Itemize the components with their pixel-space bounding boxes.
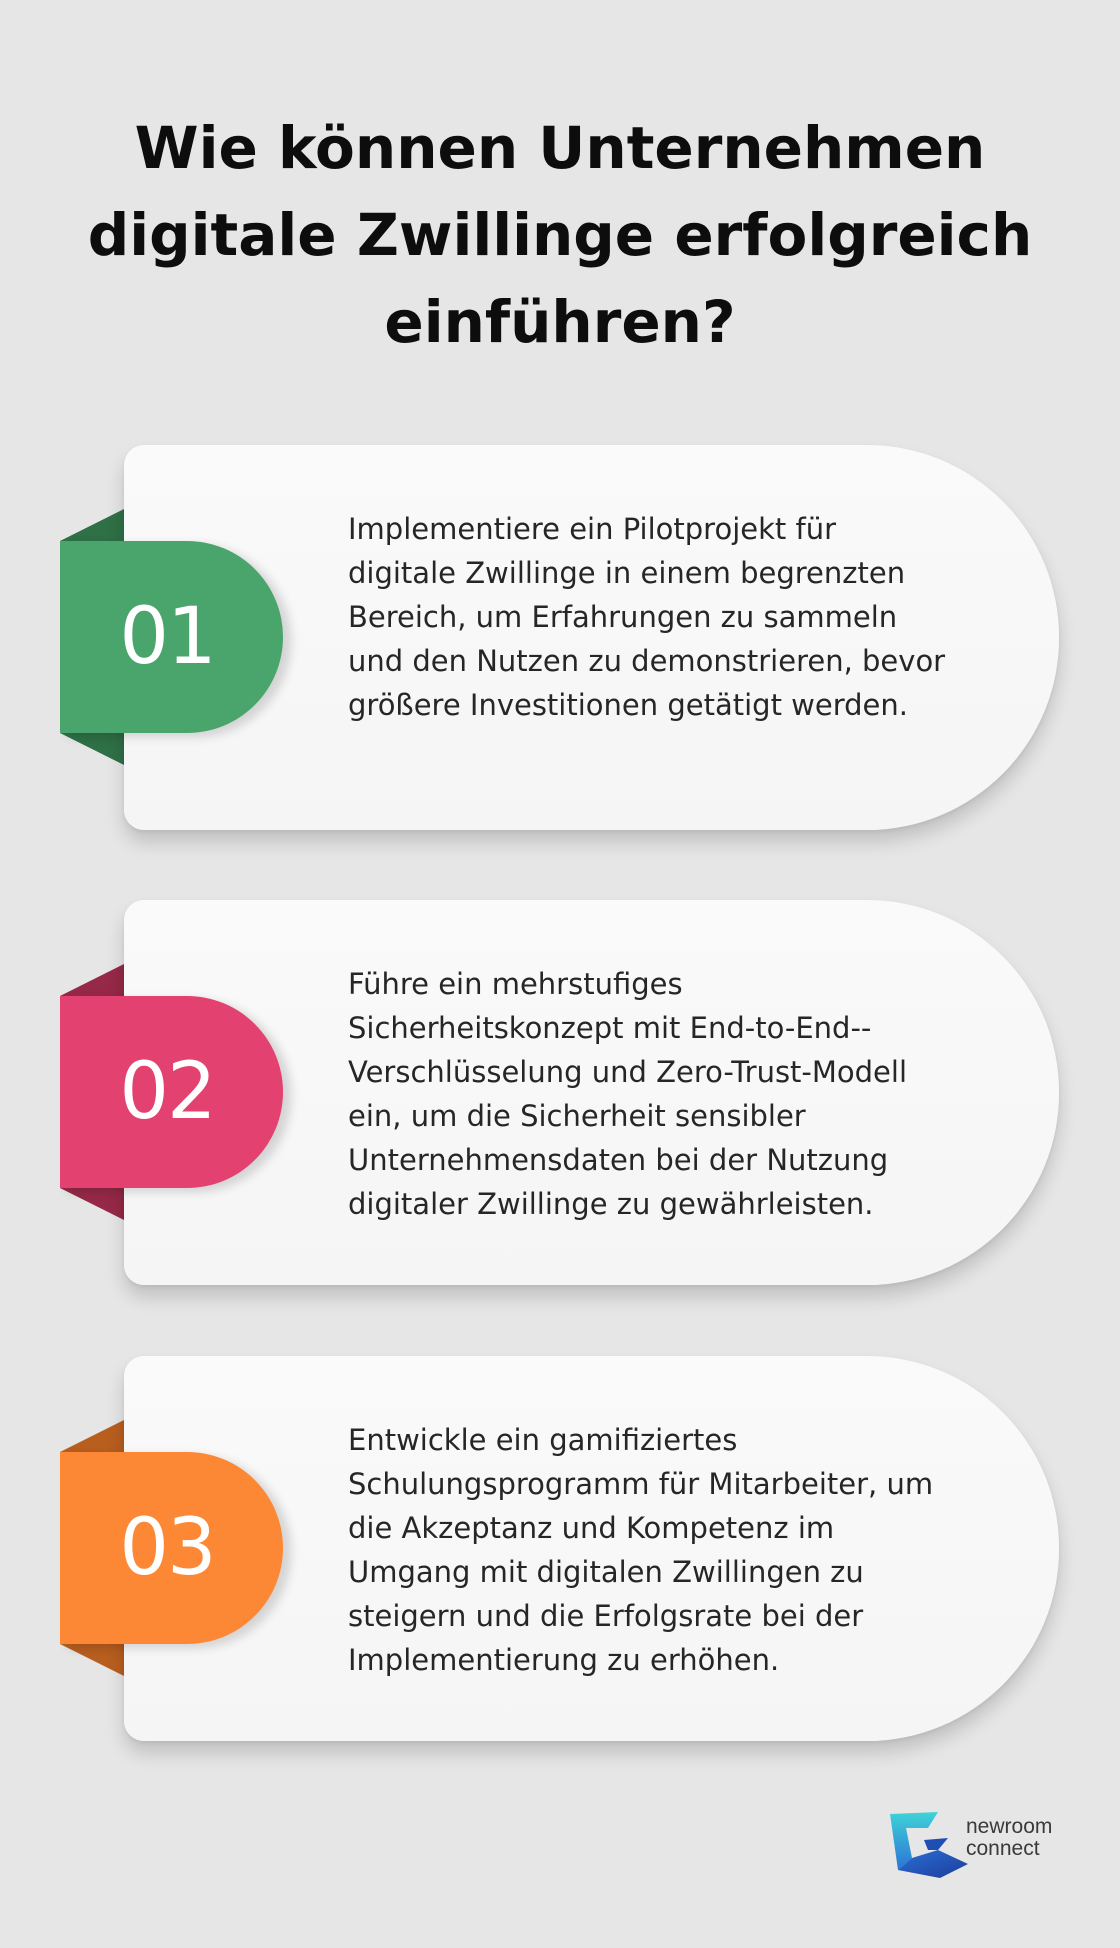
- newroom-connect-logo: [888, 1810, 1068, 1880]
- step-card-1: [0, 445, 1120, 845]
- step-number: 03: [119, 1503, 215, 1593]
- ribbon-fold-bottom: [60, 1644, 124, 1676]
- newroom-connect-logo-icon: [888, 1810, 968, 1880]
- fold-shape: [60, 1188, 124, 1220]
- page-title: Wie können Unternehmen digitale Zwillinge erfolgreich einführen?: [87, 114, 1033, 356]
- logo-line-1: newroom: [966, 1815, 1053, 1838]
- fold-shape: [60, 509, 124, 541]
- fold-shape: [60, 964, 124, 996]
- step-description: Führe ein mehrstufiges Sicherheitskonzept mit End-to-End--Verschlüsselung und Zero-Trust-Modell ein, um die Sicherheit sensibler Unternehmensdaten bei der Nutzung digitaler Zwillinge zu gewährleisten.: [348, 967, 908, 1221]
- step-description: Implementiere ein Pilotprojekt für digitale Zwillinge in einem begrenzten Bereich, um Erfahrungen zu sammeln und den Nutzen zu demonstrieren, bevor größere Investitionen getätigt werden.: [348, 512, 946, 722]
- ribbon-fold-bottom: [60, 1188, 124, 1220]
- step-card-3: [0, 1356, 1120, 1756]
- step-card-2: [0, 900, 1120, 1300]
- step-number: 01: [119, 592, 215, 682]
- step-number: 02: [119, 1047, 215, 1137]
- fold-shape: [60, 733, 124, 765]
- ribbon-fold-top: [60, 509, 124, 541]
- step-description: Entwickle ein gamifiziertes Schulungsprogramm für Mitarbeiter, um die Akzeptanz und Kompetenz im Umgang mit digitalen Zwillingen zu steigern und die Erfolgsrate bei der Implementierung zu erhöhen.: [348, 1423, 934, 1677]
- ribbon-fold-top: [60, 964, 124, 996]
- logo-line-2: connect: [966, 1837, 1040, 1860]
- fold-shape: [60, 1420, 124, 1452]
- logo-wordmark: [966, 1816, 1052, 1860]
- ribbon-fold-top: [60, 1420, 124, 1452]
- ribbon-fold-bottom: [60, 733, 124, 765]
- fold-shape: [60, 1644, 124, 1676]
